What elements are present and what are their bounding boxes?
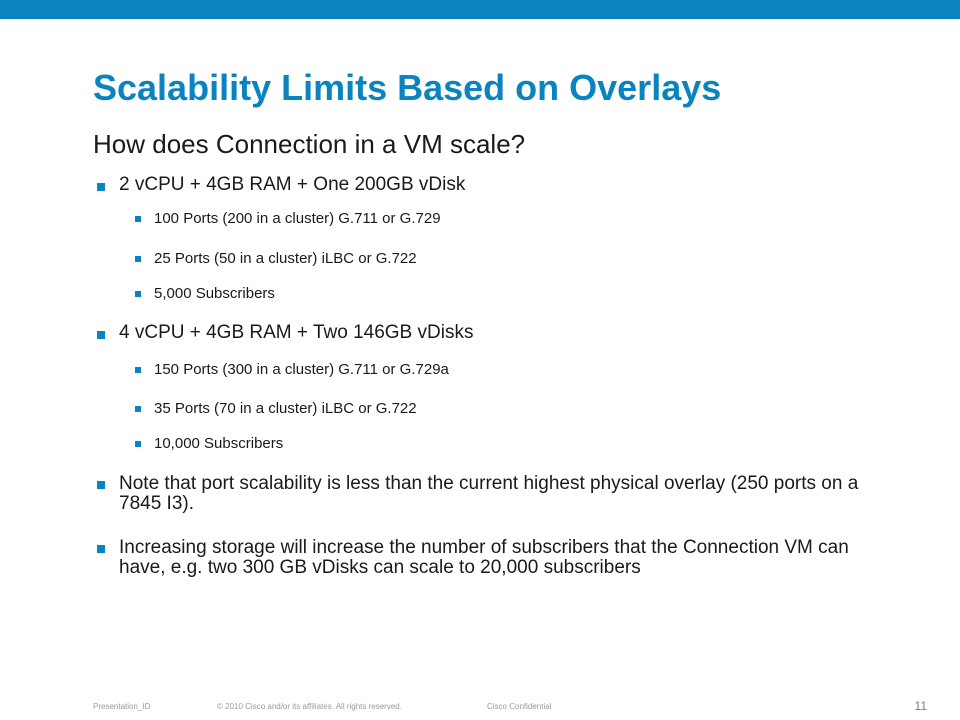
- bullet-text: Increasing storage will increase the number of subscribers that the Connection VM can have, e.g. two 300 GB vDisks can scale to 20,000 subscribers: [119, 537, 849, 578]
- sub-bullet-text: 5,000 Subscribers: [154, 285, 275, 302]
- footer-presentation-id: Presentation_ID: [93, 702, 151, 711]
- square-bullet-icon: [135, 367, 141, 373]
- sub-bullet-text: 10,000 Subscribers: [154, 435, 284, 452]
- square-bullet-icon: [97, 331, 105, 339]
- bullet-text: Note that port scalability is less than the current highest physical overlay (250 ports on a 7845 I3).: [119, 473, 859, 514]
- sub-bullet-text: 25 Ports (50 in a cluster) iLBC or G.722: [154, 250, 417, 267]
- sub-bullet-text: 35 Ports (70 in a cluster) iLBC or G.722: [154, 400, 417, 417]
- bullet-text: 4 vCPU + 4GB RAM + Two 146GB vDisks: [119, 322, 474, 343]
- sub-bullet-text: 150 Ports (300 in a cluster) G.711 or G.729a: [154, 361, 449, 378]
- page-number: 11: [914, 699, 927, 713]
- bullet-text: 2 vCPU + 4GB RAM + One 200GB vDisk: [119, 174, 466, 195]
- top-accent-bar: [0, 0, 960, 19]
- square-bullet-icon: [97, 183, 105, 191]
- square-bullet-icon: [97, 481, 105, 489]
- square-bullet-icon: [135, 216, 141, 222]
- square-bullet-icon: [135, 291, 141, 297]
- footer-confidential: Cisco Confidential: [487, 702, 552, 711]
- square-bullet-icon: [97, 545, 105, 553]
- square-bullet-icon: [135, 406, 141, 412]
- square-bullet-icon: [135, 256, 141, 262]
- square-bullet-icon: [135, 441, 141, 447]
- footer-copyright: © 2010 Cisco and/or its affiliates. All rights reserved.: [217, 702, 402, 711]
- slide-title: Scalability Limits Based on Overlays: [93, 67, 722, 108]
- sub-bullet-text: 100 Ports (200 in a cluster) G.711 or G.729: [154, 210, 441, 227]
- slide-subtitle: How does Connection in a VM scale?: [93, 129, 526, 159]
